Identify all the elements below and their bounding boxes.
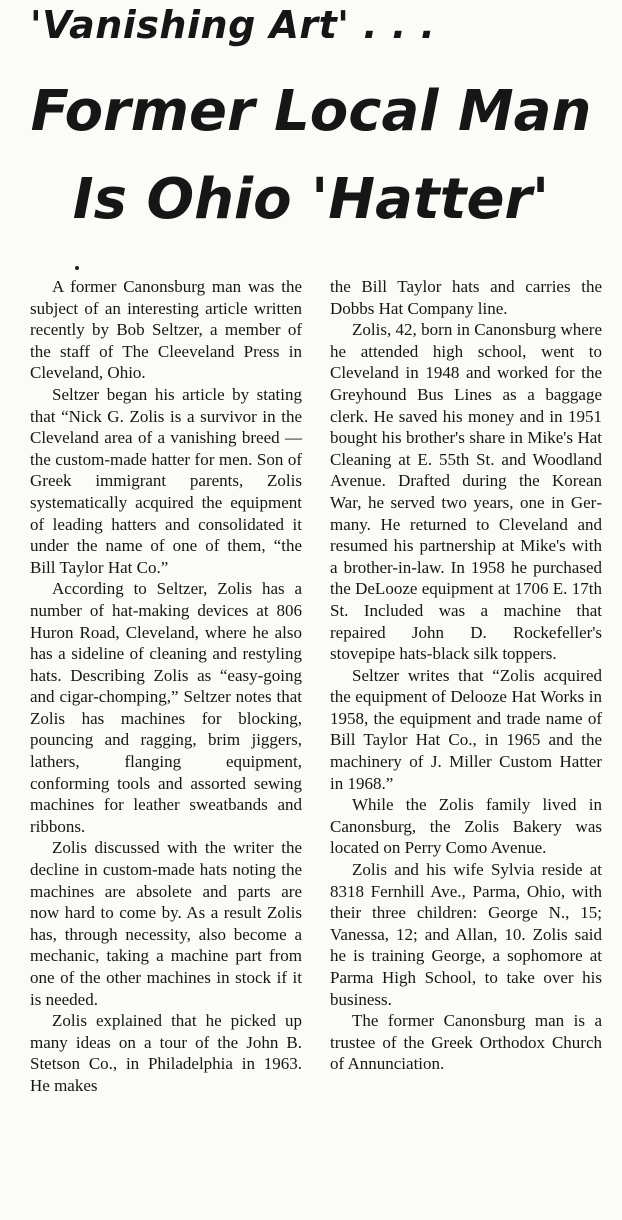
headline-line-2: Is Ohio 'Hatter' (72, 167, 550, 232)
paragraph: Zolis explained that he picked up many ideas on a tour of the John B. Stetson Co., in Philadelphia in 1963. He makes (30, 1011, 302, 1095)
left-column (30, 276, 302, 1097)
article-kicker: 'Vanishing Art' . . . (30, 3, 436, 47)
paragraph: Seltzer writes that “Zolis acquired the equipment of Delooze Hat Works in 1958, the equipment and trade name of Bill Taylor Hat Co., in 1965 and the machinery of J. Miller Custom Hatter in 1968.” (330, 665, 602, 793)
paragraph: the Bill Taylor hats and carries the Dobbs Hat Company line. (330, 277, 602, 318)
paragraph: A former Canonsburg man was the subject of an interesting article written recently by Bob Seltzer, a member of the staff of The Cleeveland Press in Cleveland, Ohio. (30, 277, 302, 383)
paragraph: Zolis, 42, born in Canonsburg where he attended high school, went to Cleveland in 1948 and worked for the Greyhound Bus Lines as a baggage clerk. He saved his money and in 1951 bought his brother's share in Mike's Hat Cleaning at E. 55th St. and Woodland Avenue. Drafted during the Korean War, he served two years, one in Germany. He returned to Cleveland and resumed his partnership at Mike's with a brother-in-law. In 1958 he purchased the DeLooze equipment at 1706 E. 17th St. Included was a machine that repaired John D. Rockefeller's stovepipe hats-black silk toppers. (330, 320, 602, 664)
paragraph: Seltzer began his article by stating that “Nick G. Zolis is a survivor in the Cleveland area of a vanishing breed — the custom-made hatter for men. Son of Greek immigrant parents, Zolis systematically acquired the equipment of leading hatters and consolidated it under the name of one of them, “the Bill Taylor Hat Co.” (30, 384, 302, 577)
headline-line-1: Former Local Man (30, 79, 592, 144)
paragraph: While the Zolis family lived in Canonsburg, the Zolis Bakery was located on Perry Como Avenue. (330, 795, 602, 858)
paragraph: Zolis and his wife Sylvia reside at 8318 Fernhill Ave., Parma, Ohio, with their three children: George N., 15; Vanessa, 12; and Allan, 10. Zolis said he is training George, a sophomore at Parma High School, to take over his business. (330, 860, 602, 1009)
paragraph: Zolis discussed with the writer the decline in custom-made hats noting the machines are absolete and parts are now hard to come by. As a result Zolis has, through necessity, also become a mechanic, taking a machine part from one of the other machines in stock if it is needed. (30, 838, 302, 1009)
paragraph: According to Seltzer, Zolis has a number of hat-making devices at 806 Huron Road, Cleveland, where he also has a sideline of cleaning and restyling hats. Describing Zolis as “easy-going and cigar-chomping,” Seltzer notes that Zolis has machines for blocking, pouncing and ragging, brim jiggers, lathers, flanging equipment, conforming tools and assorted sewing machines for leather sweatbands and ribbons. (30, 579, 302, 836)
bullet-dot (75, 266, 79, 270)
right-column (330, 276, 602, 1075)
paragraph: The former Canonsburg man is a trustee of the Greek Orthodox Church of Annunciation. (330, 1011, 602, 1074)
